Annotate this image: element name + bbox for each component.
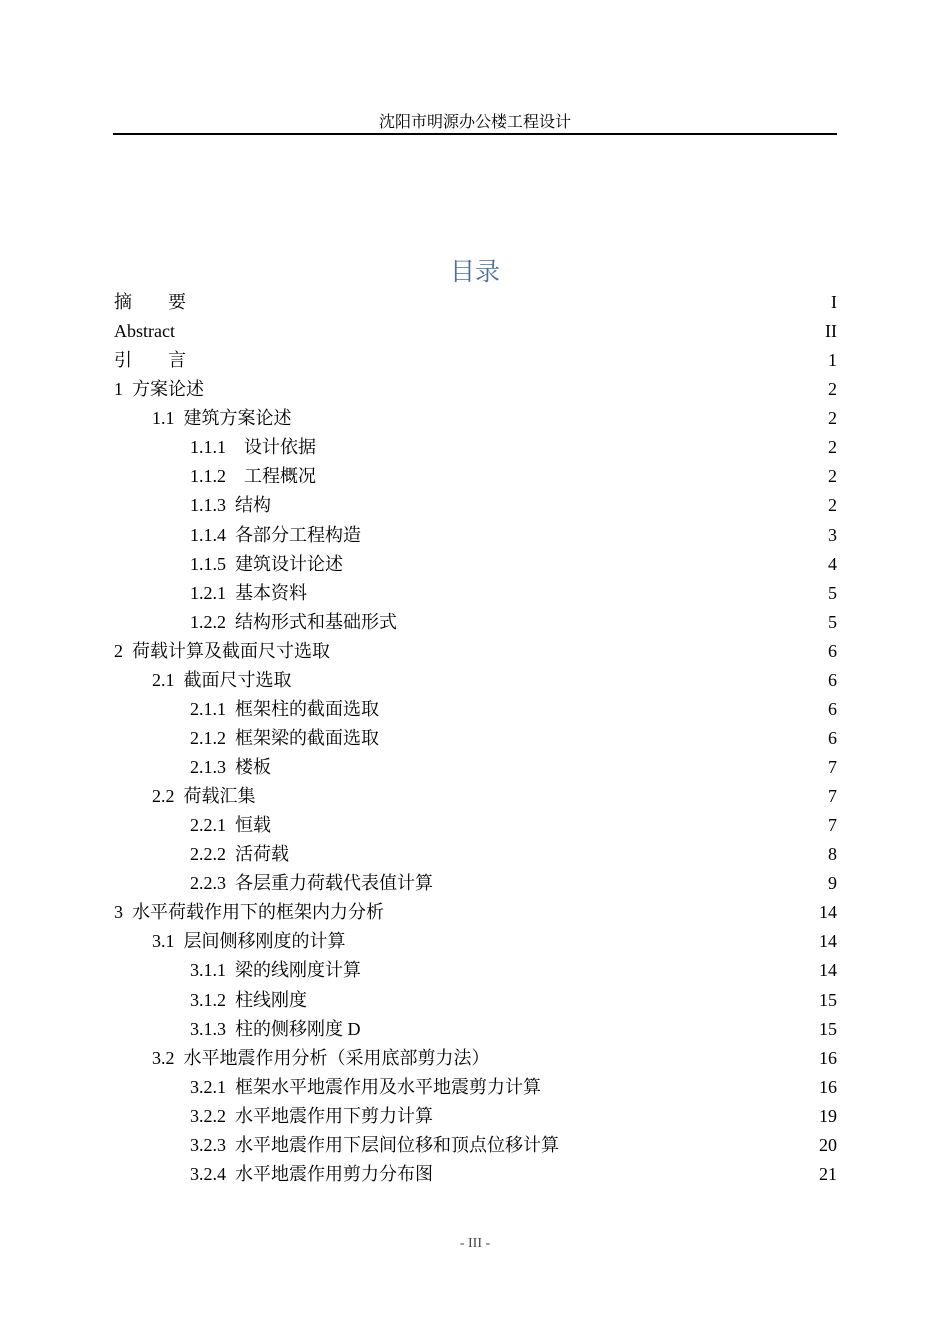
toc-entry[interactable] (114, 462, 837, 491)
running-header: 沈阳市明源办公楼工程设计 (378, 114, 571, 131)
toc-title: 目录 (449, 259, 500, 286)
toc-entry-page: 1 (828, 350, 837, 371)
toc-entry[interactable] (114, 491, 837, 520)
toc-entry[interactable] (114, 724, 837, 753)
toc-entry[interactable] (114, 840, 837, 869)
toc-entry-label: 2.1.1 框架柱的截面选取 (190, 698, 379, 719)
toc-entry-label: 2.2 荷载汇集 (152, 786, 256, 807)
toc-entry[interactable] (114, 1131, 837, 1160)
toc-entry[interactable] (114, 956, 837, 985)
toc-entry[interactable] (114, 608, 837, 637)
toc-entry[interactable] (114, 346, 837, 375)
toc-entry[interactable] (114, 695, 837, 724)
table-of-contents (114, 288, 837, 1189)
toc-entry-label: 1.2.1 基本资料 (190, 582, 307, 603)
toc-entry-page: 14 (819, 931, 837, 952)
header-rule (113, 133, 837, 135)
toc-entry[interactable] (114, 1015, 837, 1044)
toc-entry[interactable] (114, 811, 837, 840)
toc-entry-label: 2.2.3 各层重力荷载代表值计算 (190, 873, 433, 894)
toc-entry-page: 15 (819, 989, 837, 1010)
toc-entry-page: 3 (828, 524, 837, 545)
toc-entry-label: 1.1.2 工程概况 (190, 466, 316, 487)
toc-entry-page: 2 (828, 466, 837, 487)
toc-entry[interactable] (114, 927, 837, 956)
toc-entry[interactable] (114, 1044, 837, 1073)
toc-entry-label: 3.1 层间侧移刚度的计算 (152, 931, 346, 952)
toc-entry-label: 2.2.2 活荷载 (190, 844, 289, 865)
toc-entry-label: 3.2.4 水平地震作用剪力分布图 (190, 1163, 433, 1184)
toc-entry-label: 3.2.1 框架水平地震作用及水平地震剪力计算 (190, 1076, 541, 1097)
toc-entry-page: 14 (819, 902, 837, 923)
toc-entry-label: 2.1 截面尺寸选取 (152, 669, 292, 690)
toc-entry-label: 摘 要 (114, 292, 186, 312)
toc-entry-label: 2 荷载计算及截面尺寸选取 (114, 640, 330, 661)
toc-entry[interactable] (114, 986, 837, 1015)
toc-entry-label: 3.2.2 水平地震作用下剪力计算 (190, 1105, 433, 1126)
toc-entry-page: I (831, 292, 837, 312)
toc-entry-label: 1.1.1 设计依据 (190, 437, 316, 458)
toc-entry-page: II (825, 321, 837, 342)
toc-entry-label: 3.2 水平地震作用分析（采用底部剪力法） (152, 1047, 490, 1068)
toc-entry-label: 3.1.2 柱线刚度 (190, 989, 307, 1010)
toc-entry-label: 2.1.2 框架梁的截面选取 (190, 727, 379, 748)
toc-entry[interactable] (114, 1160, 837, 1189)
toc-entry-page: 5 (828, 582, 837, 603)
toc-entry-label: 1.2.2 结构形式和基础形式 (190, 611, 397, 632)
toc-entry[interactable] (114, 898, 837, 927)
toc-entry-page: 2 (828, 437, 837, 458)
toc-entry-label: 3.1.1 梁的线刚度计算 (190, 960, 361, 981)
toc-entry-page: 6 (828, 669, 837, 690)
toc-entry-page: 9 (828, 873, 837, 894)
toc-entry[interactable] (114, 433, 837, 462)
toc-entry[interactable] (114, 579, 837, 608)
toc-entry[interactable] (114, 753, 837, 782)
toc-entry-page: 2 (828, 408, 837, 429)
toc-entry-page: 7 (828, 786, 837, 807)
toc-entry-label: 1.1 建筑方案论述 (152, 408, 292, 429)
toc-entry-page: 5 (828, 611, 837, 632)
toc-entry-page: 7 (828, 815, 837, 836)
toc-entry-page: 6 (828, 727, 837, 748)
toc-entry[interactable] (114, 1073, 837, 1102)
toc-entry-page: 6 (828, 698, 837, 719)
toc-entry-label: 3.1.3 柱的侧移刚度 D (190, 1018, 361, 1039)
toc-entry-label: Abstract (114, 321, 175, 342)
toc-entry[interactable] (114, 782, 837, 811)
toc-entry-label: 1.1.5 建筑设计论述 (190, 553, 343, 574)
toc-entry-label: 1.1.3 结构 (190, 495, 271, 516)
toc-entry-page: 2 (828, 495, 837, 516)
toc-entry-label: 2.1.3 楼板 (190, 757, 271, 777)
toc-entry-page: 16 (819, 1047, 837, 1068)
toc-entry-page: 19 (819, 1105, 837, 1126)
toc-entry-page: 20 (819, 1134, 837, 1155)
toc-entry-page: 2 (828, 379, 837, 400)
toc-entry-page: 14 (819, 960, 837, 981)
toc-entry[interactable] (114, 637, 837, 666)
toc-entry[interactable] (114, 375, 837, 404)
toc-entry-page: 8 (828, 844, 837, 865)
toc-entry-label: 1.1.4 各部分工程构造 (190, 524, 361, 545)
toc-entry-label: 1 方案论述 (114, 379, 204, 400)
toc-entry[interactable] (114, 550, 837, 579)
toc-entry-page: 16 (819, 1076, 837, 1097)
toc-entry-label: 引 言 (114, 350, 186, 371)
toc-entry[interactable] (114, 521, 837, 550)
toc-entry[interactable] (114, 666, 837, 695)
toc-entry-page: 21 (819, 1163, 837, 1184)
toc-entry-label: 3 水平荷载作用下的框架内力分析 (114, 902, 384, 923)
toc-entry-label: 2.2.1 恒载 (190, 815, 271, 836)
toc-entry[interactable] (114, 317, 837, 346)
toc-entry[interactable] (114, 869, 837, 898)
toc-entry[interactable] (114, 1102, 837, 1131)
toc-entry-page: 4 (828, 553, 837, 574)
toc-entry-page: 15 (819, 1018, 837, 1039)
page-number: - III - (459, 1236, 491, 1251)
toc-entry-label: 3.2.3 水平地震作用下层间位移和顶点位移计算 (190, 1134, 559, 1155)
toc-entry-page: 7 (828, 757, 837, 777)
toc-entry[interactable] (114, 288, 837, 317)
toc-entry-page: 6 (828, 640, 837, 661)
toc-entry[interactable] (114, 404, 837, 433)
